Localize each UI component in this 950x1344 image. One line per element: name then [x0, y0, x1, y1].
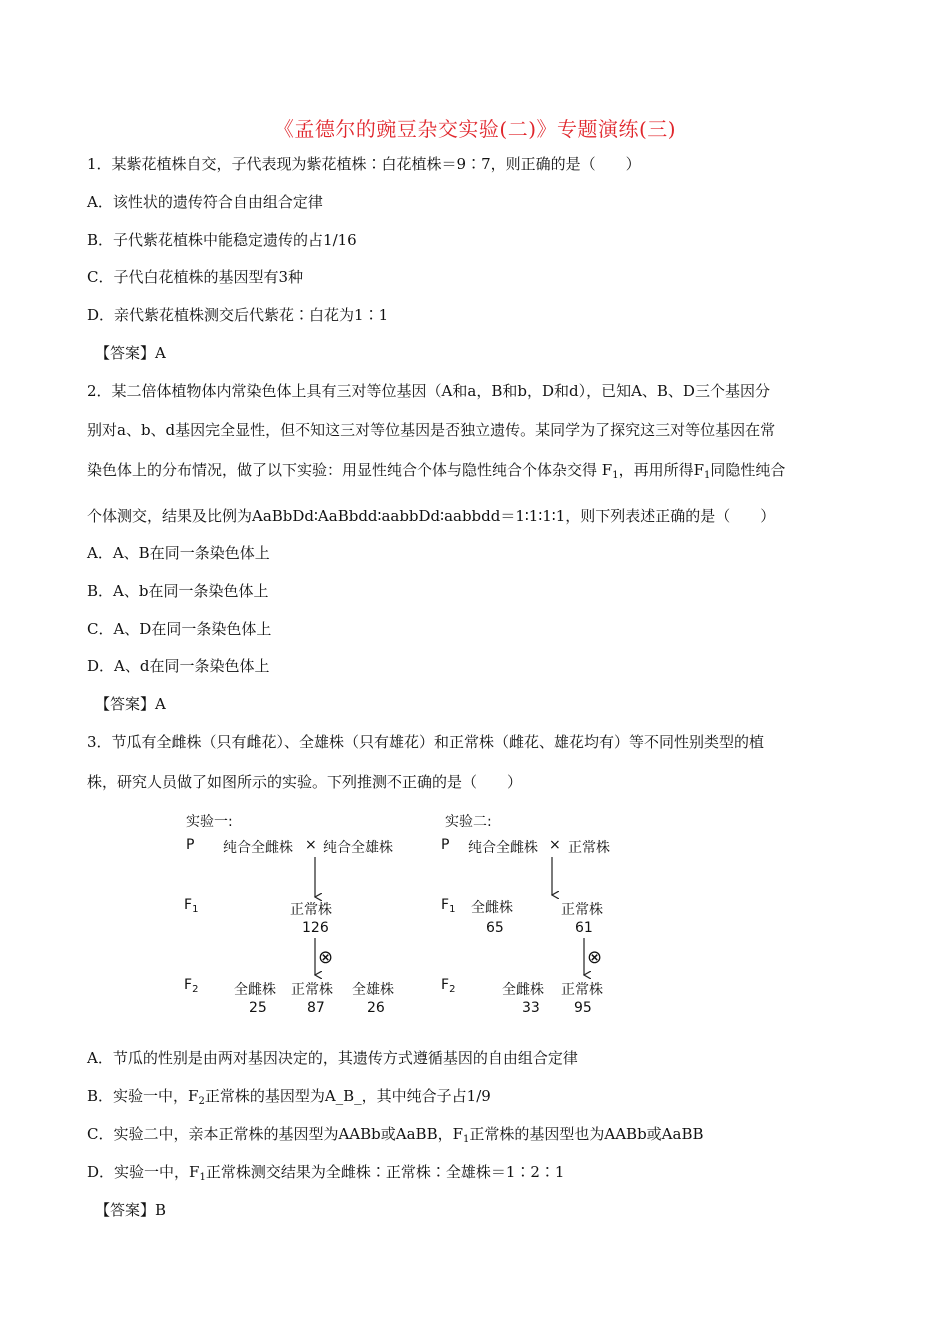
- q3-stem-line1: 3．节瓜有全雌株（只有雌花）、全雄株（只有雄花）和正常株（雌花、雄花均有）等不同性别类型的植: [87, 733, 765, 751]
- exp2-f1-label: $F_1$: [441, 897, 456, 915]
- q3-answer: 【答案】B: [95, 1201, 167, 1219]
- q3-option-a: A．节瓜的性别是由两对基因决定的，其遗传方式遵循基因的自由组合定律: [87, 1049, 578, 1067]
- q2-stem-line4: 个体测交，结果及比例为AaBbDd∶AaBbdd∶aabbDd∶aabbdd＝1∶1∶1∶1，则下列表述正确的是（ ）: [87, 507, 776, 525]
- exp1-f1-count: 126: [302, 920, 329, 936]
- q2-stem-line3: 染色体上的分布情况，做了以下实验：用显性纯合个体与隐性纯合个体杂交得 $F_1$，再用所得$F_1$同隐性纯合: [87, 461, 786, 481]
- exp2-f1-item-name: 全雌株: [471, 900, 513, 916]
- q3-option-d: D．实验一中，$F_1$正常株测交结果为全雌株∶正常株∶全雄株＝1∶2∶1: [87, 1163, 565, 1183]
- exp1-f1-label: $F_1$: [184, 897, 199, 915]
- exp2-selfing-icon: ⊗: [587, 947, 603, 968]
- exp1-p-right: 纯合全雄株: [323, 840, 393, 856]
- exp2-f2-item-name: 正常株: [561, 982, 603, 998]
- q3-option-c: C．实验二中，亲本正常株的基因型为AABb或AaBB，$F_1$正常株的基因型也为AABb或AaBB: [87, 1125, 704, 1145]
- q1-option-b: B．子代紫花植株中能稳定遗传的占1/16: [87, 231, 357, 249]
- exp2-f2-item-count: 33: [522, 1000, 540, 1016]
- q1-option-d: D．亲代紫花植株测交后代紫花∶白花为1∶1: [87, 306, 389, 324]
- q1-stem: 1．某紫花植株自交，子代表现为紫花植株∶白花植株＝9∶7，则正确的是（ ）: [87, 155, 641, 173]
- exp1-selfing-icon: ⊗: [318, 947, 334, 968]
- exp2-f1-item-name: 正常株: [561, 902, 603, 918]
- q2-option-b: B．A、b在同一条染色体上: [87, 582, 269, 600]
- exp1-f2-item-name: 全雄株: [352, 982, 394, 998]
- cross-diagram: [178, 805, 638, 1025]
- exp1-cross-symbol: ×: [305, 837, 317, 853]
- exp2-f1-item-count: 61: [575, 920, 593, 936]
- q1-option-a: A．该性状的遗传符合自由组合定律: [87, 193, 323, 211]
- exp1-f2-item-count: 26: [367, 1000, 385, 1016]
- exp1-f1-name: 正常株: [290, 902, 332, 918]
- exp2-f2-item-count: 95: [574, 1000, 592, 1016]
- exp2-label: 实验二:: [445, 814, 492, 830]
- exp2-p-label: P: [441, 837, 450, 853]
- q2-stem-line2: 别对a、b、d基因完全显性，但不知这三对等位基因是否独立遗传。某同学为了探究这三对等位基因在常: [87, 421, 776, 439]
- q2-stem-line1: 2．某二倍体植物体内常染色体上具有三对等位基因（A和a，B和b，D和d），已知A、B、D三个基因分: [87, 382, 770, 400]
- q2-answer: 【答案】A: [95, 695, 166, 713]
- exp1-f2-item-name: 正常株: [291, 982, 333, 998]
- exp1-p-label: P: [186, 837, 195, 853]
- exp1-f2-item-count: 87: [307, 1000, 325, 1016]
- q1-answer: 【答案】A: [95, 344, 166, 362]
- exp2-f2-label: $F_2$: [441, 977, 456, 995]
- exp1-p-left: 纯合全雌株: [223, 840, 293, 856]
- exp2-f2-item-name: 全雌株: [502, 982, 544, 998]
- document-title: 《孟德尔的豌豆杂交实验(二)》专题演练(三): [273, 117, 677, 141]
- q1-option-c: C．子代白花植株的基因型有3种: [87, 268, 304, 286]
- q2-option-c: C．A、D在同一条染色体上: [87, 620, 272, 638]
- exp2-f1-item-count: 65: [486, 920, 504, 936]
- q2-option-a: A．A、B在同一条染色体上: [87, 544, 270, 562]
- q2-option-d: D．A、d在同一条染色体上: [87, 657, 270, 675]
- exp1-label: 实验一:: [186, 814, 233, 830]
- q3-option-b: B．实验一中，$F_2$正常株的基因型为A_B_，其中纯合子占1/9: [87, 1087, 491, 1107]
- exp1-f2-item-name: 全雌株: [234, 982, 276, 998]
- exp1-f2-item-count: 25: [249, 1000, 267, 1016]
- exp2-p-left: 纯合全雌株: [468, 840, 538, 856]
- q3-stem-line2: 株，研究人员做了如图所示的实验。下列推测不正确的是（ ）: [87, 773, 523, 791]
- exp2-cross-symbol: ×: [549, 837, 561, 853]
- exp1-f2-label: $F_2$: [184, 977, 199, 995]
- exp2-p-right: 正常株: [568, 840, 610, 856]
